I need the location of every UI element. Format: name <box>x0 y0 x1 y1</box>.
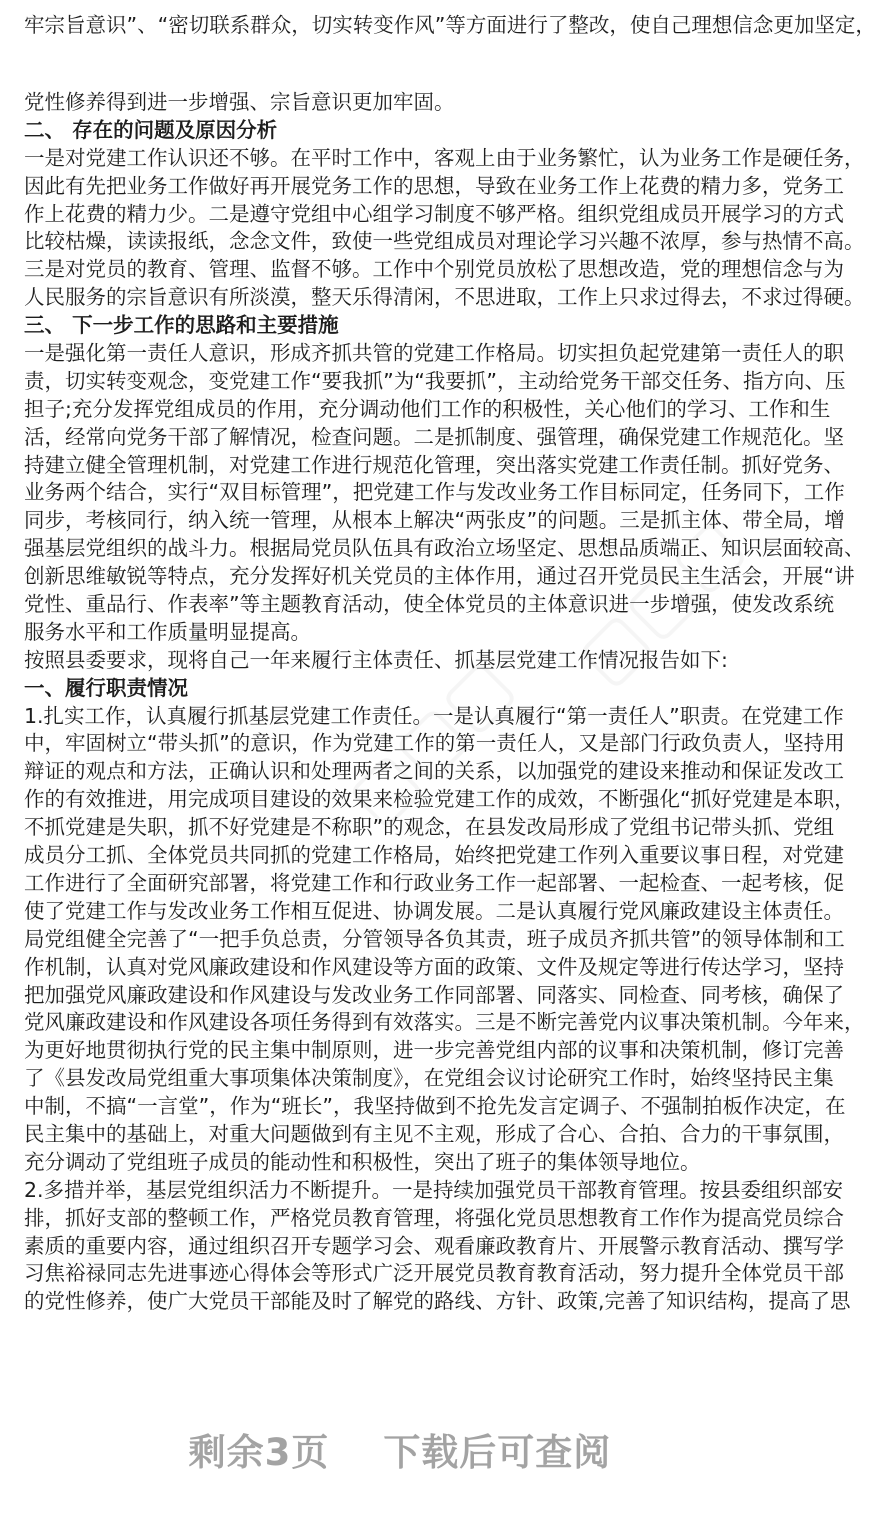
text-line: 党性修养得到进一步增强、宗旨意识更加牢固。 <box>24 90 455 114</box>
text-line: 服务水平和工作质量明显提高。 <box>24 619 311 644</box>
text-line: 排，抓好支部的整顿工作，严格党员教育管理，将强化党员思想教育工作作为提高党员综合 <box>24 1205 844 1230</box>
text-line: 创新思维敏锐等特点，充分发挥好机关党员的主体作用，通过召开党员民主生活会，开展“讲 <box>24 564 855 589</box>
section-heading: 一、履行职责情况 <box>24 675 188 700</box>
text-line: 把加强党风廉政建设和作风建设与发改业务工作同部署、同落实、同检查、同考核，确保了 <box>24 982 844 1007</box>
text-line: 人民服务的宗旨意识有所淡漠，整天乐得清闲，不思进取，工作上只求过得去，不求过得硬。 <box>24 285 865 310</box>
text-line: 2.多措并举，基层党组织活力不断提升。一是持续加强党员干部教育管理。按县委组织部安 <box>24 1177 844 1202</box>
text-line: 作上花费的精力少。二是遵守党组中心组学习制度不够严格。组织党组成员开展学习的方式 <box>24 201 844 226</box>
text-line: 一是对党建工作认识还不够。在平时工作中，客观上由于业务繁忙，认为业务工作是硬任务， <box>24 145 865 170</box>
text-line: 持建立健全管理机制，对党建工作进行规范化管理，突出落实党建工作责任制。抓好党务、 <box>24 452 844 477</box>
text-line: 作的有效推进，用完成项目建设的效果来检验党建工作的成效，不断强化“抓好党建是本职， <box>24 787 855 812</box>
remaining-pages-label: 剩余3页 <box>188 1431 330 1474</box>
text-line: 担子;充分发挥党组成员的作用，充分调动他们工作的积极性，关心他们的学习、工作和生 <box>24 396 831 421</box>
text-line: 成员分工抓、全体党员共同抓的党建工作格局，始终把党建工作列入重要议事日程，对党建 <box>24 843 844 868</box>
text-line: 强基层党组织的战斗力。根据局党员队伍具有政治立场坚定、思想品质端正、知识层面较高、 <box>24 536 865 561</box>
text-line: 比较枯燥，读读报纸，念念文件，致使一些党组成员对理论学习兴趣不浓厚，参与热情不高。 <box>24 229 865 254</box>
text-line: 按照县委要求，现将自己一年来履行主体责任、抓基层党建工作情况报告如下: <box>24 647 728 672</box>
text-line: 素质的重要内容，通过组织召开专题学习会、观看廉政教育片、开展警示教育活动、撰写学 <box>24 1233 844 1258</box>
text-line: 责，切实转变观念，变党建工作“要我抓”为“我要抓”，主动给党务干部交任务、指方向、压 <box>24 368 846 393</box>
text-line: 充分调动了党组班子成员的能动性和积极性，突出了班子的集体领导地位。 <box>24 1149 701 1174</box>
text-line: 习焦裕禄同志先进事迹心得体会等形式广泛开展党员教育教育活动，努力提升全体党员干部 <box>24 1261 844 1286</box>
text-line: 1.扎实工作，认真履行抓基层党建工作责任。一是认真履行“第一责任人”职责。在党建工作 <box>24 703 844 728</box>
text-line: 三是对党员的教育、管理、监督不够。工作中个别党员放松了思想改造，党的理想信念与为 <box>24 257 844 282</box>
text-line: 一是强化第一责任人意识，形成齐抓共管的党建工作格局。切实担负起党建第一责任人的职 <box>24 341 844 366</box>
section-heading: 二、 存在的问题及原因分析 <box>24 117 278 142</box>
text-line: 工作进行了全面研究部署，将党建工作和行政业务工作一起部署、一起检查、一起考核，促 <box>24 870 844 895</box>
text-line: 为更好地贯彻执行党的民主集中制原则，进一步完善党组内部的议事和决策机制，修订完善 <box>24 1038 844 1063</box>
text-line: 民主集中的基础上，对重大问题做到有主见不主观，形成了合心、合拍、合力的干事氛围， <box>24 1121 844 1146</box>
text-line: 因此有先把业务工作做好再开展党务工作的思想，导致在业务工作上花费的精力多，党务工 <box>24 173 844 198</box>
text-line: 业务两个结合，实行“双目标管理”，把党建工作与发改业务工作目标同定，任务同下，工作 <box>24 480 845 505</box>
download-banner[interactable] <box>0 1422 800 1476</box>
document-top-partial <box>24 12 876 40</box>
text-line: 了《县发改局党组重大事项集体决策制度》，在党组会议讨论研究工作时，始终坚持民主集 <box>24 1066 834 1091</box>
text-line: 作机制，认真对党风廉政建设和作风建设等方面的政策、文件及规定等进行传达学习，坚持 <box>24 954 844 979</box>
text-line: 局党组健全完善了“一把手负总责，分管领导各负其责，班子成员齐抓共管”的领导体制和工 <box>24 926 845 951</box>
text-line: 党风廉政建设和作风建设各项任务得到有效落实。三是不断完善党内议事决策机制。今年来， <box>24 1010 865 1035</box>
section-heading: 三、 下一步工作的思路和主要措施 <box>24 313 339 338</box>
text-line: 同步，考核同行，纳入统一管理，从根本上解决“两张皮”的问题。三是抓主体、带全局，增 <box>24 508 845 533</box>
download-to-view-label[interactable]: 下载后可查阅 <box>383 1431 612 1474</box>
text-line: 中，牢固树立“带头抓”的意识，作为党建工作的第一责任人，又是部门行政负责人，坚持用 <box>24 731 845 756</box>
document-body <box>24 89 865 1316</box>
text-line: 使了党建工作与发改业务工作相互促进、协调发展。二是认真履行党风廉政建设主体责任。 <box>24 898 844 923</box>
text-line: 辩证的观点和方法，正确认识和处理两者之间的关系，以加强党的建设来推动和保证发改工 <box>24 759 844 784</box>
text-line: 牢宗旨意识”、“密切联系群众，切实转变作风”等方面进行了整改，使自己理想信念更加坚定， <box>24 13 876 37</box>
text-line: 党性、重品行、作表率”等主题教育活动，使全体党员的主体意识进一步增强，使发改系统 <box>24 592 835 617</box>
text-line: 活，经常向党务干部了解情况，检查问题。二是抓制度、强管理，确保党建工作规范化。坚 <box>24 424 844 449</box>
text-line: 不抓党建是失职，抓不好党建是不称职”的观念，在县发改局形成了党组书记带头抓、党组 <box>24 815 835 840</box>
text-line: 中制，不搞“一言堂”，作为“班长”，我坚持做到不抢先发言定调子、不强制拍板作决定，在 <box>24 1094 846 1119</box>
text-line: 的党性修养，使广大党员干部能及时了解党的路线、方针、政策,完善了知识结构，提高了思 <box>24 1289 851 1314</box>
